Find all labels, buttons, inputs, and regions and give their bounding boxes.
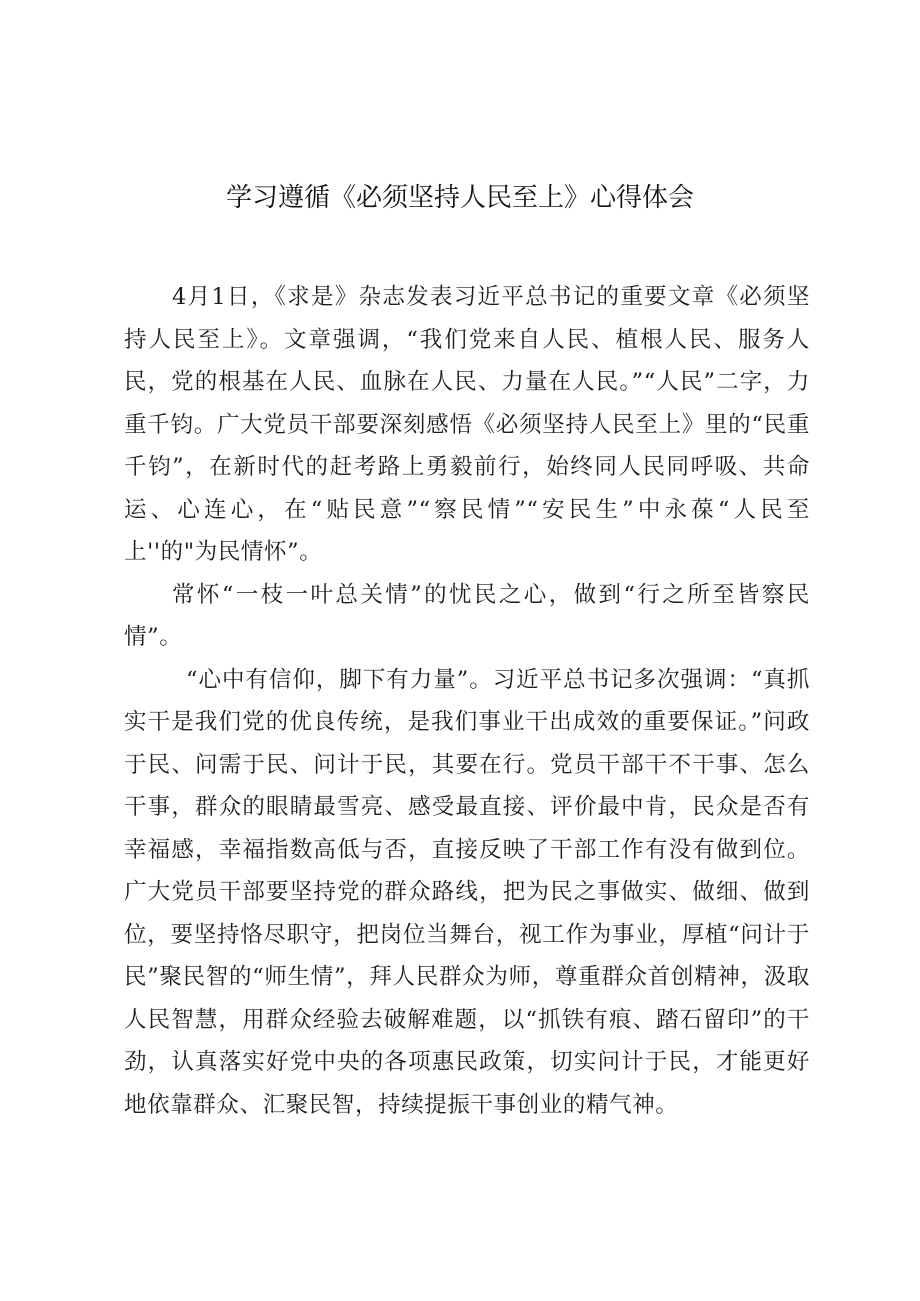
document-body <box>124 276 810 1126</box>
paragraph-intro: 4月1日，《求是》杂志发表习近平总书记的重要文章《必须坚持人民至上》。文章强调，“我们党来自人民、植根人民、服务人民，党的根基在人民、血脉在人民、力量在人民。”“人民”二字，力重千钧。广大党员干部要深刻感悟《必须坚持人民至上》里的“民重千钧”，在新时代的赶考路上勇毅前行，始终同人民同呼吸、共命运、心连心，在“贴民意”“察民情”“安民生”中永葆“人民至上''的"为民情怀”。 <box>124 284 810 565</box>
paragraph-main: “心中有信仰，脚下有力量”。习近平总书记多次强调：“真抓实干是我们党的优良传统，是我们事业干出成效的重要保证。”问政于民、问需于民、问计于民，其要在行。党员干部干不干事、怎么干事，群众的眼睛最雪亮、感受最直接、评价最中肯，民众是否有幸福感，幸福指数高低与否，直接反映了干部工作有没有做到位。广大党员干部要坚持党的群众路线，把为民之事做实、做细、做到位，要坚持恪尽职守，把岗位当舞台，视工作为事业，厚植“问计于民”聚民智的“师生情”，拜人民群众为师，尊重群众首创精神，汲取人民智慧，用群众经验去破解难题，以“抓铁有痕、踏石留印”的干劲，认真落实好党中央的各项惠民政策，切实问计于民，才能更好地依靠群众、汇聚民智，持续提振干事创业的精气神。 <box>124 666 810 1118</box>
paragraph-section-heading: 常怀“一枝一叶总关情”的忧民之心，做到“行之所至皆察民情”。 <box>124 581 810 650</box>
document-title: 学习遵循《必须坚持人民至上》心得体会 <box>225 183 694 213</box>
